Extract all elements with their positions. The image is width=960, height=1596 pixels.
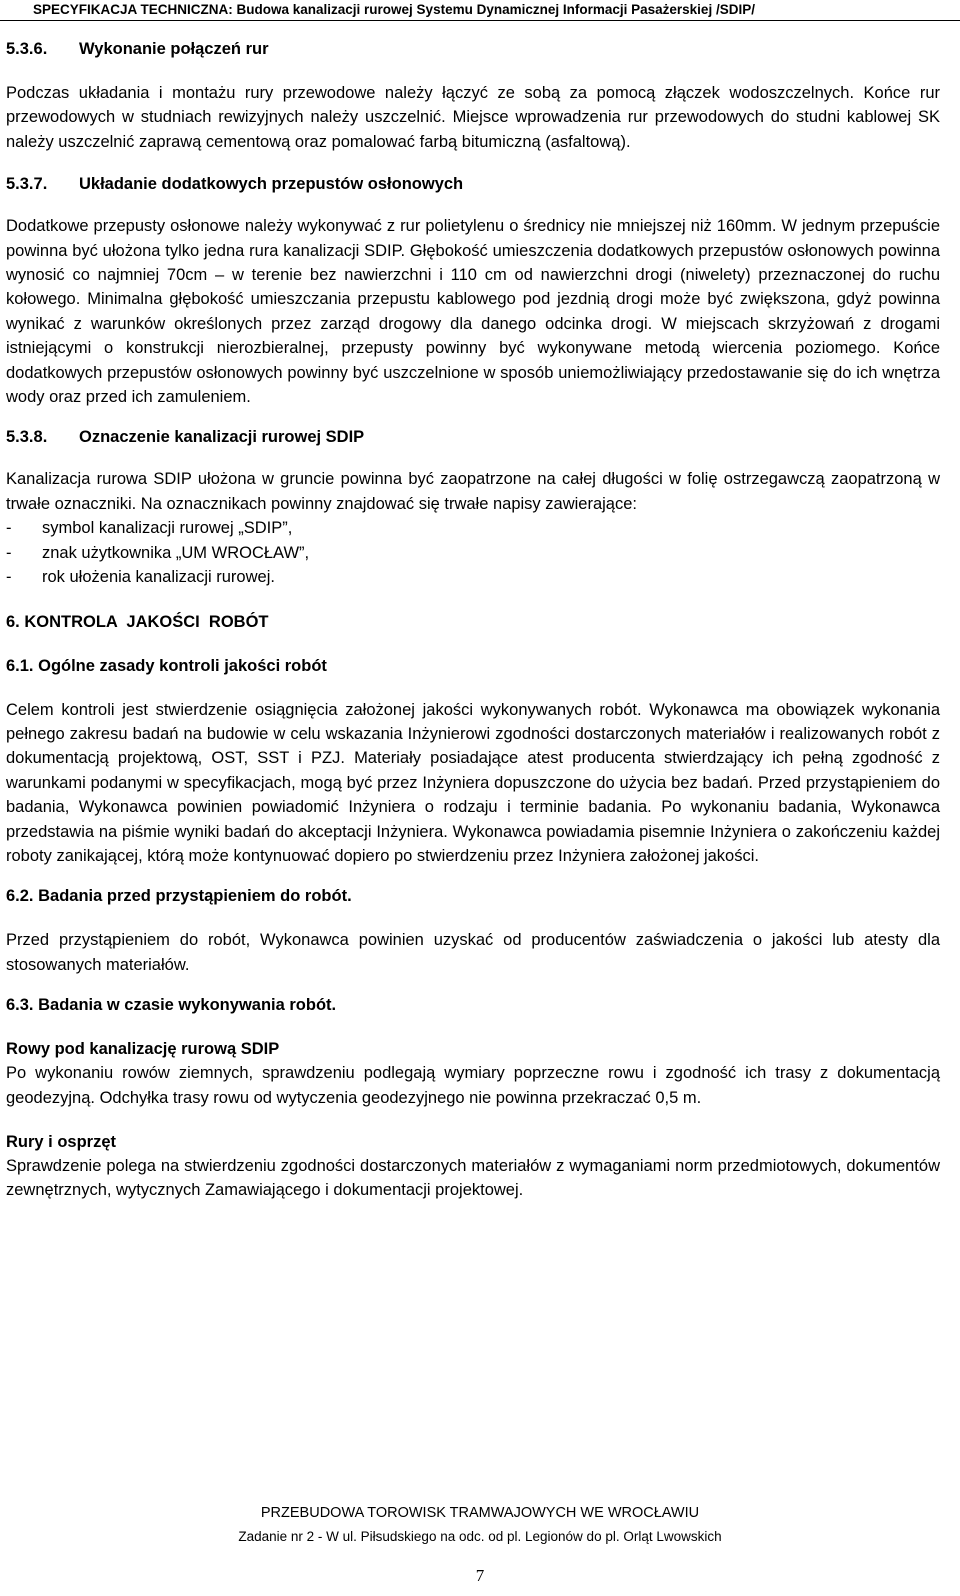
page-footer (0, 1501, 960, 1549)
list-item-text: rok ułożenia kanalizacji rurowej. (42, 568, 275, 587)
paragraph-5-3-7: Dodatkowe przepusty osłonowe należy wykonywać z rur polietylenu o średnicy nie mniejszej niż 160mm. W jednym przepuście powinna być ułożona tylko jedna rura kanalizacji SDIP. Głębokość umieszczenia dodatkowych przepustów osłonowych powinna wynosić co najmniej 70cm – w terenie bez nawierzchni i 110 cm od nawierzchni drogi (niwelety) przeznaczonej do ruchu kołowego. Minimalna głębokość umieszczania przepustu kablowego pod jezdnią drogi może być zwiększona, gdyż powinna wynikać z warunków określonych przez zarząd drogowy dla danego odcinka drogi. W miejscach skrzyżowań z drogami istniejącymi o konstrukcji nierozbieralnej, przepusty powinny być wykonywane metodą wiercenia poziomego. Końce dodatkowych przepustów osłonowych powinny być uszczelnione w sposób uniemożliwiający przedostawanie się do ich wnętrza wody oraz przed ich zamuleniem. (6, 217, 940, 407)
section-number: 5.3.8. (6, 428, 48, 447)
subsection-title-pipes: Rury i osprzęt (6, 1132, 117, 1151)
section-heading-5-3-8 (6, 425, 940, 449)
section-heading-6-2: 6.2. Badania przed przystąpieniem do robót. (6, 887, 352, 906)
page-number: 7 (475, 1566, 485, 1585)
bullet-marker: - (6, 543, 12, 562)
list-item (6, 565, 940, 589)
paragraph-6-2: Przed przystąpieniem do robót, Wykonawca powinien uzyskać od producentów zaświadczenia o jakości lub atesty dla stosowanych materiałów. (6, 931, 940, 974)
page-header (0, 0, 960, 21)
section-title: Układanie dodatkowych przepustów osłonowych (79, 175, 464, 194)
paragraph-pipes: Sprawdzenie polega na stwierdzeniu zgodności dostarczonych materiałów z wymaganiami norm przedmiotowych, dokumentów zewnętrznych, wytycznych Zamawiającego i dokumentacji projektowej. (6, 1156, 940, 1200)
section-number: 5.3.6. (6, 40, 48, 58)
footer-task-description: Zadanie nr 2 - W ul. Piłsudskiego na odc. od pl. Legionów do pl. Orląt Lwowskich (238, 1529, 722, 1544)
section-number: 5.3.7. (6, 175, 48, 194)
section-heading-5-3-6 (6, 37, 940, 61)
paragraph-5-3-6: Podczas układania i montażu rury przewodowe należy łączyć ze sobą za pomocą złączek wodoszczelnych. Końce rur przewodowych w studniach rewizyjnych należy uszczelnić. Miejsce wprowadzenia rur przewodowych do studni kablowej SK należy uszczelnić zaprawą cementową oraz pomalować farbą bitumiczną (asfaltową). (6, 84, 940, 151)
paragraph-6-1: Celem kontroli jest stwierdzenie osiągnięcia założonej jakości wykonywanych robót. Wykonawca ma obowiązek wykonania pełnego zakresu badań na budowie w celu wskazania Inżynierowi zgodności dostarczonych materiałów i realizowanych robót z dokumentacją projektową, OST, SST i PZJ. Materiały posiadające atest producenta stwierdzający ich pełną zgodność z warunkami podanymi w specyfikacjach, mogą być przez Inżyniera dopuszczone do użycia bez badań. Przed przystąpieniem do badania, Wykonawca powinien powiadomić Inżyniera o rodzaju i terminie badania. Po wykonaniu badania, Wykonawca przedstawia na piśmie wyniki badań do akceptacji Inżyniera. Wykonawca powiadamia pisemnie Inżyniera o zakończeniu każdej roboty zanikającej, którą może kontynuować dopiero po stwierdzeniu przez Inżyniera założonej jakości. (6, 700, 940, 865)
document-body (6, 37, 940, 1203)
header-text: SPECYFIKACJA TECHNICZNA: Budowa kanalizacji rurowej Systemu Dynamicznej Informacji Pasażerskiej /SDIP/ (33, 2, 755, 17)
section-title: Oznaczenie kanalizacji rurowej SDIP (79, 428, 365, 447)
section-heading-5-3-7 (6, 172, 940, 196)
list-item-text: znak użytkownika „UM WROCŁAW”, (42, 543, 310, 562)
paragraph-trenches: Po wykonaniu rowów ziemnych, sprawdzeniu podlegają wymiary poprzeczne rowu i zgodność ich trasy z dokumentacją geodezyjną. Odchyłka trasy rowu od wytyczenia geodezyjnego nie powinna przekraczać 0,5 m. (6, 1064, 940, 1107)
section-heading-6-1: 6.1. Ogólne zasady kontroli jakości robót (6, 656, 327, 675)
list-item-text: symbol kanalizacji rurowej „SDIP”, (42, 519, 293, 538)
subsection-title-trenches: Rowy pod kanalizację rurową SDIP (6, 1040, 280, 1059)
section-title: Wykonanie połączeń rur (79, 40, 269, 58)
list-item (6, 541, 940, 565)
bullet-marker: - (6, 519, 12, 538)
paragraph-5-3-8: Kanalizacja rurowa SDIP ułożona w gruncie powinna być zaopatrzone na całej długości w folię ostrzegawczą zaopatrzoną w trwałe oznaczniki. Na oznacznikach powinny znajdować się trwałe napisy zawierające: (6, 470, 940, 513)
chapter-heading-6: 6. KONTROLA JAKOŚCI ROBÓT (6, 612, 269, 631)
list-item (6, 516, 940, 540)
section-heading-6-3: 6.3. Badania w czasie wykonywania robót. (6, 996, 337, 1015)
footer-project-title: PRZEBUDOWA TOROWISK TRAMWAJOWYCH WE WROCŁAWIU (260, 1505, 700, 1521)
bullet-marker: - (6, 568, 12, 587)
